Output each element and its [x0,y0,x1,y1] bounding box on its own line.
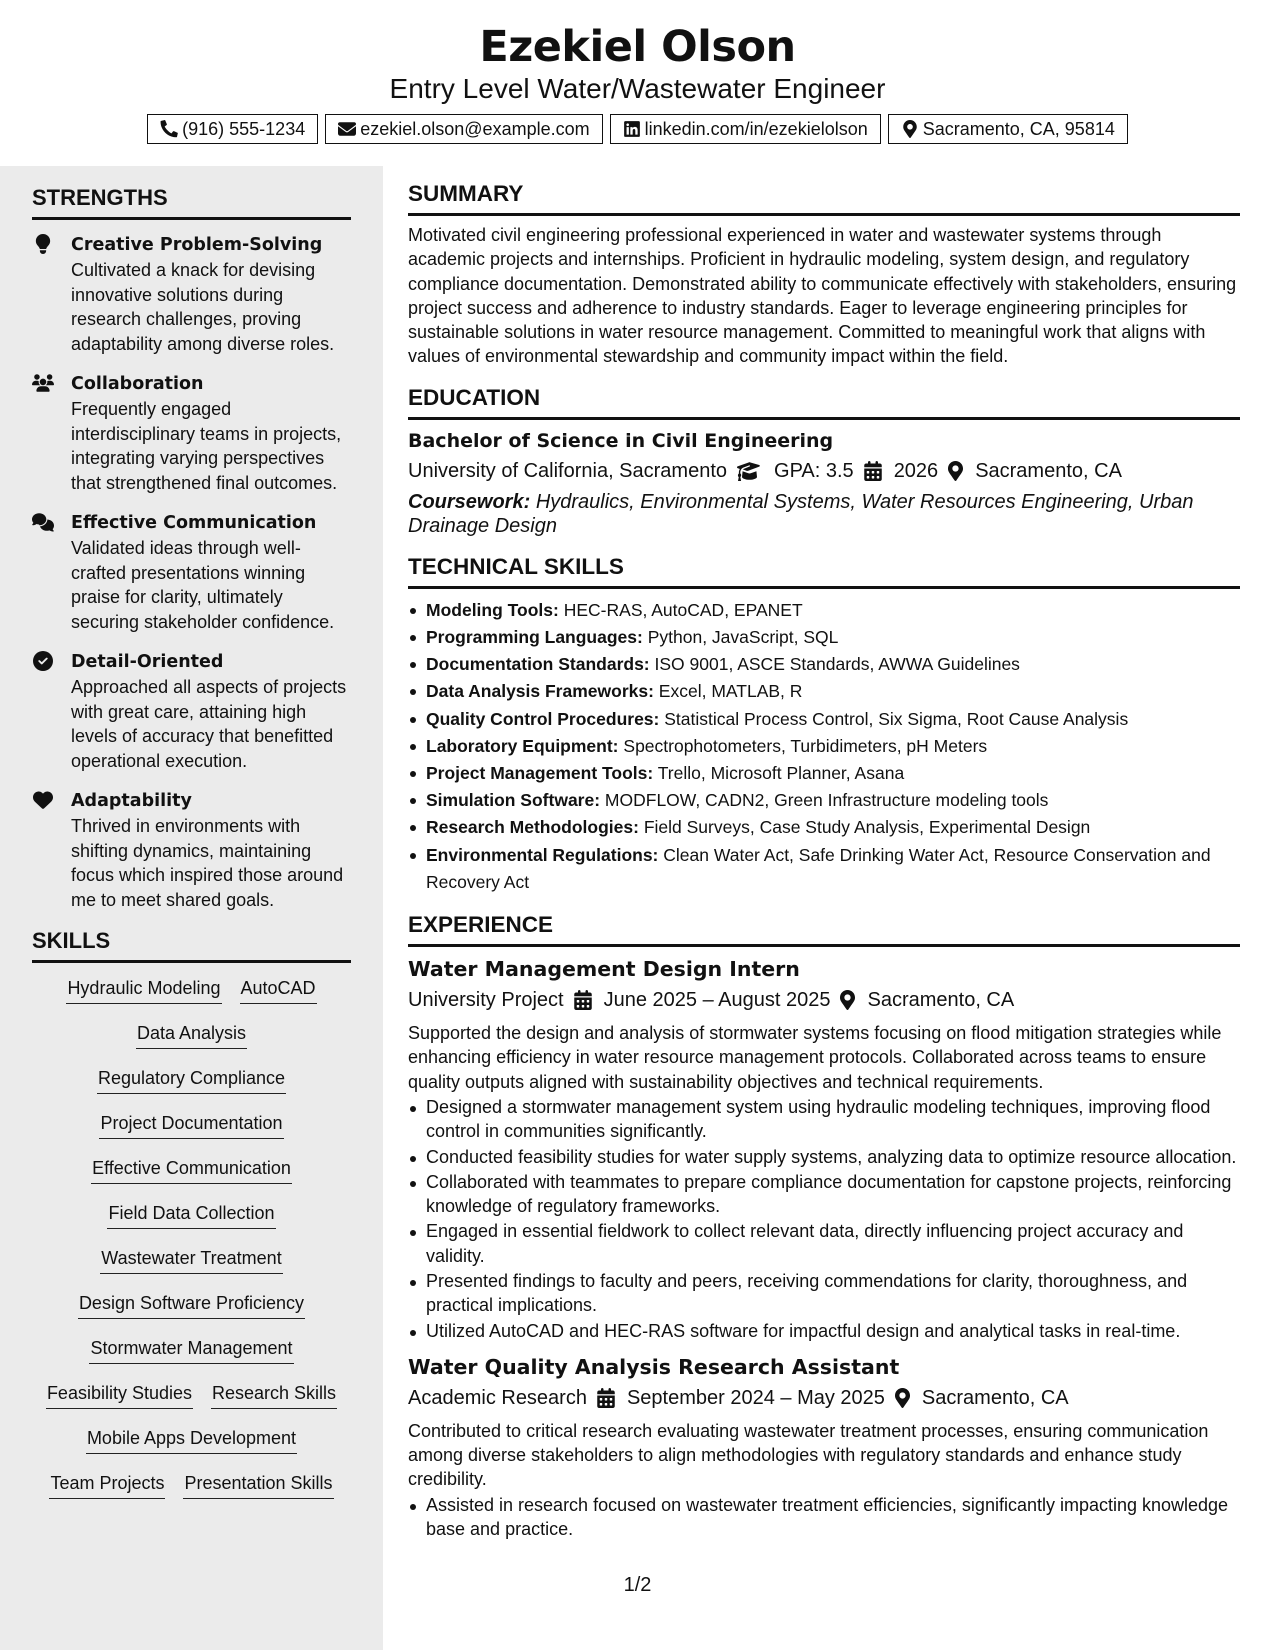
list-item [408,814,1240,841]
heart-icon [32,790,54,810]
tech-skill-label: Quality Control Procedures: [426,708,660,729]
graduation-cap-icon [737,461,762,481]
skills-list [32,976,351,1516]
tech-skill-label: Laboratory Equipment: [426,735,619,756]
job-meta [408,1383,1240,1413]
skill-tag: Effective Communication [91,1156,292,1184]
list-item [408,842,1240,896]
tech-skill-value: Trello, Microsoft Planner, Asana [657,763,905,783]
education-section [408,384,1240,538]
education-heading: EDUCATION [408,384,1240,420]
tech-skill-value: Excel, MATLAB, R [658,681,803,702]
skill-tag: Presentation Skills [183,1471,333,1499]
tech-skill-value: Clean Water Act, Safe Drinking Water Act, Resource Conservation and Recovery Act [426,844,1211,892]
skills-row [32,1021,351,1066]
contact-email[interactable] [325,114,602,144]
job-dates: September 2024 – May 2025 [626,1386,885,1409]
skills-row [32,1291,351,1336]
strength-title: Creative Problem-Solving [71,235,323,255]
contact-bar [0,114,1275,144]
tech-skill-label: Modeling Tools: [426,599,559,620]
location-pin-icon [948,461,963,481]
strength-description: Thrived in environments with shifting dynamics, maintaining focus which inspired those around me to meet shared goals. [71,816,344,910]
skill-tag: Wastewater Treatment [100,1246,282,1274]
strength-item [32,788,351,912]
candidate-name: Ezekiel Olson [479,22,796,72]
skills-row [32,1381,351,1426]
school-location: Sacramento, CA [975,459,1122,482]
candidate-title: Entry Level Water/Wastewater Engineer [389,73,886,104]
calendar-icon [574,990,592,1010]
tech-skill-label: Environmental Regulations: [426,844,659,865]
strength-title: Adaptability [71,791,192,811]
sidebar [0,166,383,1650]
list-item: Engaged in essential fieldwork to collect relevant data, directly influencing project accuracy and validity. [408,1219,1240,1268]
location-pin-icon [840,990,855,1010]
list-item [408,624,1240,651]
skill-tag: Team Projects [49,1471,165,1499]
job-organization: University Project [408,989,564,1012]
coursework-label: Coursework: [408,490,531,513]
job-title: Water Management Design Intern [408,957,800,982]
experience-section [408,911,1240,1541]
tech-skill-label: Research Methodologies: [426,817,639,838]
skill-tag: Data Analysis [136,1021,247,1049]
strength-description: Frequently engaged interdisciplinary teams in projects, integrating varying perspectives that strengthened final outcomes. [71,399,342,493]
strength-item [32,649,351,773]
skills-row [32,1336,351,1381]
page-number: 1/2 [623,1574,652,1596]
tech-skill-value: HEC-RAS, AutoCAD, EPANET [563,599,803,620]
skills-row [32,1426,351,1471]
tech-skill-value: Python, JavaScript, SQL [647,626,839,647]
contact-phone[interactable] [147,114,318,144]
experience-heading: EXPERIENCE [408,911,1240,947]
technical-skills-section [408,553,1240,896]
contact-location [888,114,1128,144]
graduation-year: 2026 [893,459,939,482]
strength-item [32,510,351,634]
summary-text: Motivated civil engineering professional experienced in water and wastewater systems through academic projects and internships. Proficient in hydraulic modeling, system design, and regulatory compliance documentation. Demonstrated ability to communicate effectively with stakeholders, ensuring project success and adherence to industry standards. Eager to leverage engineering principles for sustainable solutions in water resource management. Committed to meaningful work that aligns with values of environmental stewardship and community impact within the field. [408,225,1237,367]
tech-skill-value: Spectrophotometers, Turbidimeters, pH Meters [623,735,988,756]
skill-tag: Project Documentation [99,1111,283,1139]
coursework [408,490,1240,538]
skills-row [32,1246,351,1291]
gpa-text: GPA: 3.5 [774,459,854,482]
degree-title: Bachelor of Science in Civil Engineering [408,429,834,452]
education-meta [408,456,1240,486]
strength-title: Detail-Oriented [71,652,224,672]
strengths-list [32,232,351,912]
tech-skill-label: Simulation Software: [426,790,601,811]
list-item: Conducted feasibility studies for water supply systems, analyzing data to optimize resource allocation. [408,1145,1240,1169]
tech-skill-value: Statistical Process Control, Six Sigma, Root Cause Analysis [664,708,1129,729]
summary-heading: SUMMARY [408,180,1240,216]
strength-description: Cultivated a knack for devising innovative solutions during research challenges, proving adaptability among diverse roles. [71,260,335,354]
strength-item [32,232,351,356]
skill-tag: Field Data Collection [107,1201,275,1229]
strength-title: Collaboration [71,374,204,394]
job-location: Sacramento, CA [921,1386,1069,1409]
job-entry [408,1353,1240,1541]
skills-row [32,1201,351,1246]
skills-row [32,976,351,1021]
skills-row [32,1111,351,1156]
skill-tag: Mobile Apps Development [86,1426,297,1454]
linkedin-icon [623,120,641,138]
skill-tag: Feasibility Studies [46,1381,193,1409]
calendar-icon [864,461,882,481]
phone-icon [160,120,178,138]
school-name: University of California, Sacramento [408,459,728,482]
job-entry [408,955,1240,1343]
skill-tag: Stormwater Management [89,1336,293,1364]
tech-skill-label: Documentation Standards: [426,654,650,675]
job-title: Water Quality Analysis Research Assistant [408,1354,900,1379]
skills-row [32,1156,351,1201]
strengths-heading: STRENGTHS [32,184,351,220]
list-item [408,787,1240,814]
check-circle-icon [32,651,54,671]
tech-skill-label: Data Analysis Frameworks: [426,681,654,702]
skill-tag: Research Skills [211,1381,337,1409]
users-icon [32,373,54,393]
list-item: Collaborated with teammates to prepare compliance documentation for capstone projects, reinforcing knowledge of regulatory frameworks. [408,1170,1240,1219]
tech-skill-value: MODFLOW, CADN2, Green Infrastructure modeling tools [604,790,1049,811]
skills-heading: SKILLS [32,927,351,963]
skill-tag: Design Software Proficiency [78,1291,305,1319]
main-content [408,180,1240,1542]
location-pin-icon [895,1388,910,1408]
tech-skill-label: Project Management Tools: [426,763,654,783]
technical-skills-list [408,597,1240,896]
list-item: Assisted in research focused on wastewater treatment efficiencies, significantly impacting knowledge base and practice. [408,1493,1240,1542]
list-item [408,597,1240,624]
skills-row [32,1066,351,1111]
location-text: Sacramento, CA, 95814 [922,118,1115,139]
strength-description: Approached all aspects of projects with great care, attaining high levels of accuracy that benefitted operational execution. [71,677,347,771]
skill-tag: AutoCAD [240,976,317,1004]
strength-description: Validated ideas through well-crafted presentations winning praise for clarity, ultimately securing stakeholder confidence. [71,538,335,632]
comments-icon [32,512,54,532]
job-location: Sacramento, CA [867,989,1015,1012]
list-item: Designed a stormwater management system using hydraulic modeling techniques, improving flood control in communities significantly. [408,1095,1240,1144]
strength-item [32,371,351,495]
skills-row [32,1471,351,1516]
list-item: Presented findings to faculty and peers, receiving commendations for clarity, thoroughness, and practical implications. [408,1269,1240,1318]
list-item [408,733,1240,760]
location-pin-icon [901,120,919,138]
tech-skill-value: ISO 9001, ASCE Standards, AWWA Guidelines [654,654,1020,675]
lightbulb-icon [32,234,54,254]
contact-linkedin[interactable] [610,114,881,144]
email-text: ezekiel.olson@example.com [360,118,590,139]
tech-skill-value: Field Surveys, Case Study Analysis, Experimental Design [643,817,1091,838]
job-organization: Academic Research [408,1386,587,1409]
list-item: Utilized AutoCAD and HEC-RAS software for impactful design and analytical tasks in real-time. [408,1319,1240,1343]
list-item [408,651,1240,678]
list-item [408,678,1240,705]
coursework-list: Hydraulics, Environmental Systems, Water Resources Engineering, Urban Drainage Design [408,490,1194,537]
tech-skill-label: Programming Languages: [426,626,643,647]
linkedin-text: linkedin.com/in/ezekielolson [644,118,868,139]
sidebar-content [32,184,351,1516]
technical-skills-heading: TECHNICAL SKILLS [408,553,1240,589]
resume-header [0,0,1275,166]
job-bullets [408,1493,1240,1542]
job-bullets [408,1095,1240,1343]
summary-section [408,180,1240,369]
envelope-icon [338,120,356,138]
list-item [408,706,1240,733]
phone-text: (916) 555-1234 [182,118,306,139]
job-dates: June 2025 – August 2025 [603,989,831,1012]
job-description: Supported the design and analysis of stormwater systems focusing on flood mitigation strategies while enhancing efficiency in water resource management protocols. Collaborated across teams to ensure quality outputs aligned with sustainability objectives and technical requirements. [408,1023,1222,1092]
skill-tag: Regulatory Compliance [97,1066,286,1094]
list-item [408,760,1240,787]
job-meta [408,985,1240,1015]
job-description: Contributed to critical research evaluating wastewater treatment processes, ensuring communication among diverse stakeholders to align methodologies with regulatory standards and enhance study credibility. [408,1420,1209,1490]
strength-title: Effective Communication [71,513,317,533]
skill-tag: Hydraulic Modeling [66,976,221,1004]
calendar-icon [597,1388,615,1408]
